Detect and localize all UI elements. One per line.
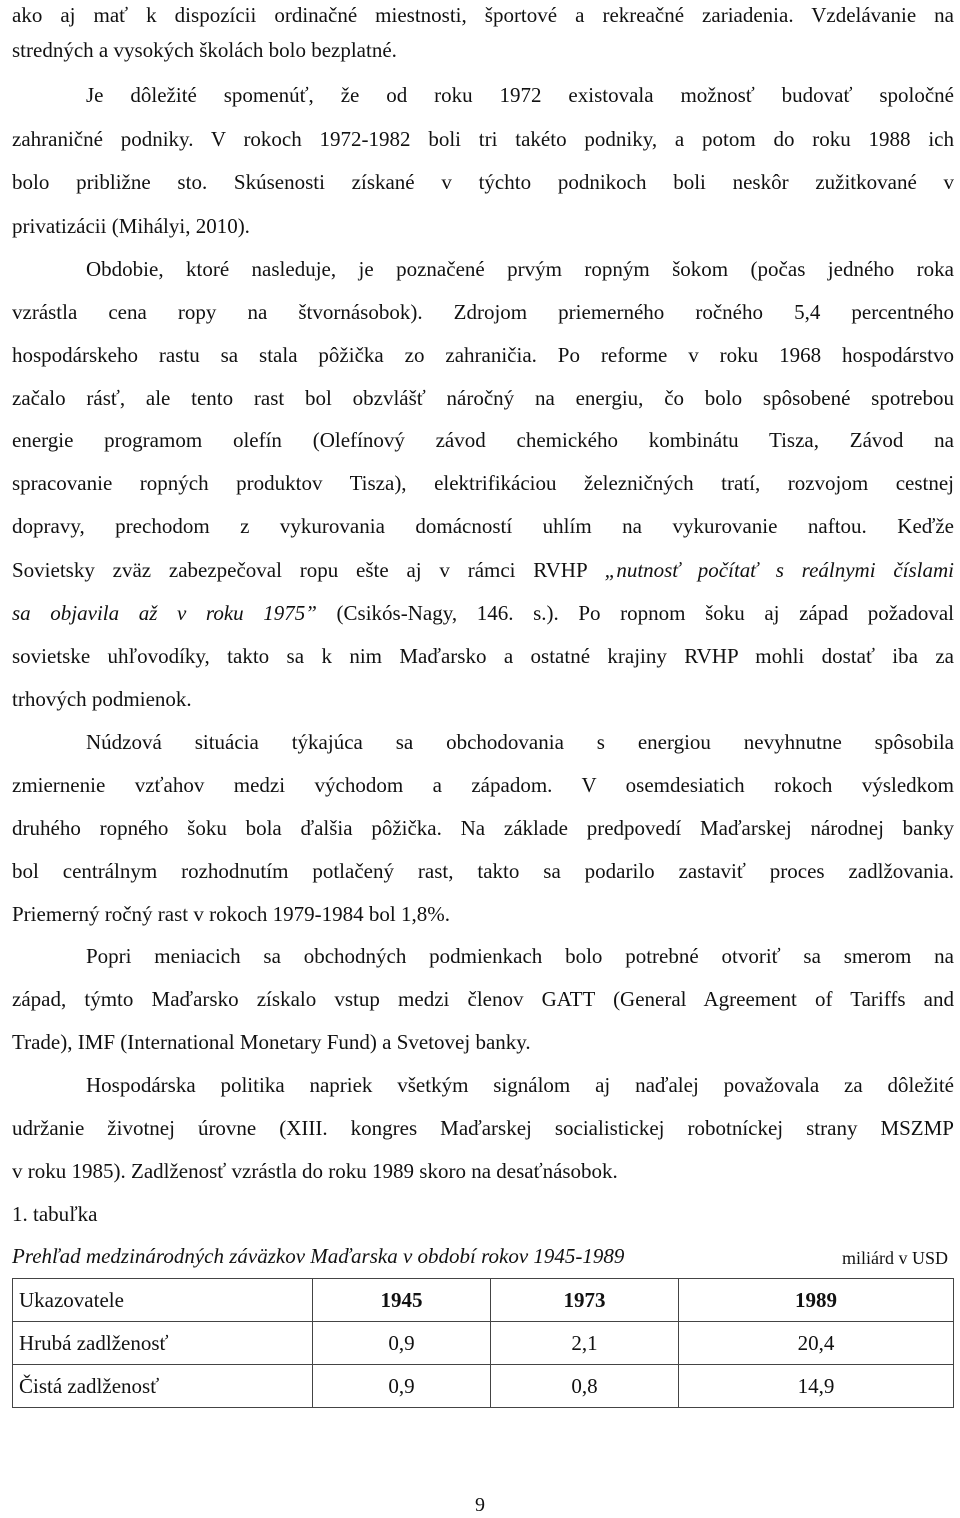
text-line: západ, týmto Maďarsko získalo vstup medzi členov GATT (General Agreement of Tariffs and [12, 987, 954, 1011]
table-cell: 0,8 [491, 1365, 679, 1408]
text-line: Núdzová situácia týkajúca sa obchodovania s energiou nevyhnutne spôsobila [86, 730, 954, 754]
text-line: bol centrálnym rozhodnutím potlačený rast, takto sa podarilo zastaviť proces zadlžovania. [12, 859, 954, 883]
debt-table [12, 1278, 954, 1408]
text-line: ako aj mať k dispozícii ordinačné miestnosti, športové a rekreačné zariadenia. Vzdelávanie na [12, 3, 954, 27]
text-line-with-quote [12, 598, 954, 628]
table-caption: Prehľad medzinárodných záväzkov Maďarska v období rokov 1945-1989 [12, 1244, 625, 1268]
text-line: trhových podmienok. [12, 687, 192, 711]
text-line: zmiernenie vzťahov medzi východom a západom. V osemdesiatich rokoch výsledkom [12, 773, 954, 797]
table-header-cell: Ukazovatele [13, 1279, 313, 1322]
text-line: spracovanie ropných produktov Tisza), elektrifikáciou železničných tratí, rozvojom cestnej [12, 471, 954, 495]
text-line: začalo rásť, ale tento rast bol obzvlášť náročný na energiu, čo bolo spôsobené spotrebou [12, 386, 954, 410]
text-line: stredných a vysokých školách bolo bezplatné. [12, 38, 397, 62]
table-header-row [13, 1279, 954, 1322]
table-cell: 0,9 [313, 1322, 491, 1365]
table-row [13, 1322, 954, 1365]
text-line: Je dôležité spomenúť, že od roku 1972 existovala možnosť budovať spoločné [86, 83, 954, 107]
text-line: vzrástla cena ropy na štvornásobok). Zdrojom priemerného ročného 5,4 percentného [12, 300, 954, 324]
text-line: energie programom olefín (Olefínový závod chemického kombinátu Tisza, Závod na [12, 428, 954, 452]
table-header-cell: 1945 [313, 1279, 491, 1322]
table-cell: Čistá zadlženosť [13, 1365, 313, 1408]
table-cell: 20,4 [679, 1322, 954, 1365]
table-cell: 0,9 [313, 1365, 491, 1408]
text-line: zahraničné podniky. V rokoch 1972-1982 boli tri takéto podniky, a potom do roku 1988 ich [12, 127, 954, 151]
text-line: sovietske uhľovodíky, takto sa k nim Maďarsko a ostatné krajiny RVHP mohli dostať iba za [12, 644, 954, 668]
text-line: udržanie životnej úrovne (XIII. kongres Maďarskej socialistickej robotníckej strany MSZMP [12, 1116, 954, 1140]
table-unit: miliárd v USD [842, 1248, 948, 1268]
quote-italic: sa objavila až v roku 1975” [12, 601, 317, 625]
table-cell: 14,9 [679, 1365, 954, 1408]
table-cell: 2,1 [491, 1322, 679, 1365]
table-cell: Hrubá zadlženosť [13, 1322, 313, 1365]
text-line: privatizácii (Mihályi, 2010). [12, 214, 250, 238]
text-segment: (Csikós-Nagy, 146. s.). Po ropnom šoku aj západ požadoval [316, 601, 954, 625]
text-line: hospodárskeho rastu sa stala pôžička zo zahraničia. Po reforme v roku 1968 hospodárstvo [12, 343, 954, 367]
text-segment: Sovietsky zväz zabezpečoval ropu ešte aj v rámci RVHP [12, 558, 605, 582]
page-number: 9 [475, 1494, 485, 1516]
text-line: v roku 1985). Zadlženosť vzrástla do roku 1989 skoro na desaťnásobok. [12, 1159, 618, 1183]
table-row [13, 1365, 954, 1408]
text-line: Trade), IMF (International Monetary Fund) a Svetovej banky. [12, 1030, 531, 1054]
text-line: druhého ropného šoku bola ďalšia pôžička. Na základe predpovedí Maďarskej národnej banky [12, 816, 954, 840]
text-line: dopravy, prechodom z vykurovania domácností uhlím na vykurovanie naftou. Keďže [12, 514, 954, 538]
table-header-cell: 1989 [679, 1279, 954, 1322]
table-label: 1. tabuľka [12, 1202, 98, 1226]
quote-italic: „nutnosť počítať s reálnymi číslami [604, 558, 954, 582]
text-line: Obdobie, ktoré nasleduje, je poznačené prvým ropným šokom (počas jedného roka [86, 257, 954, 281]
text-line: Hospodárska politika napriek všetkým signálom aj naďalej považovala za dôležité [86, 1073, 954, 1097]
text-line: Priemerný ročný rast v rokoch 1979-1984 bol 1,8%. [12, 902, 450, 926]
text-line-with-quote [12, 555, 954, 585]
text-line: Popri meniacich sa obchodných podmienkach bolo potrebné otvoriť sa smerom na [86, 944, 954, 968]
text-line: bolo približne sto. Skúsenosti získané v týchto podnikoch boli neskôr zužitkované v [12, 170, 954, 194]
table-header-cell: 1973 [491, 1279, 679, 1322]
